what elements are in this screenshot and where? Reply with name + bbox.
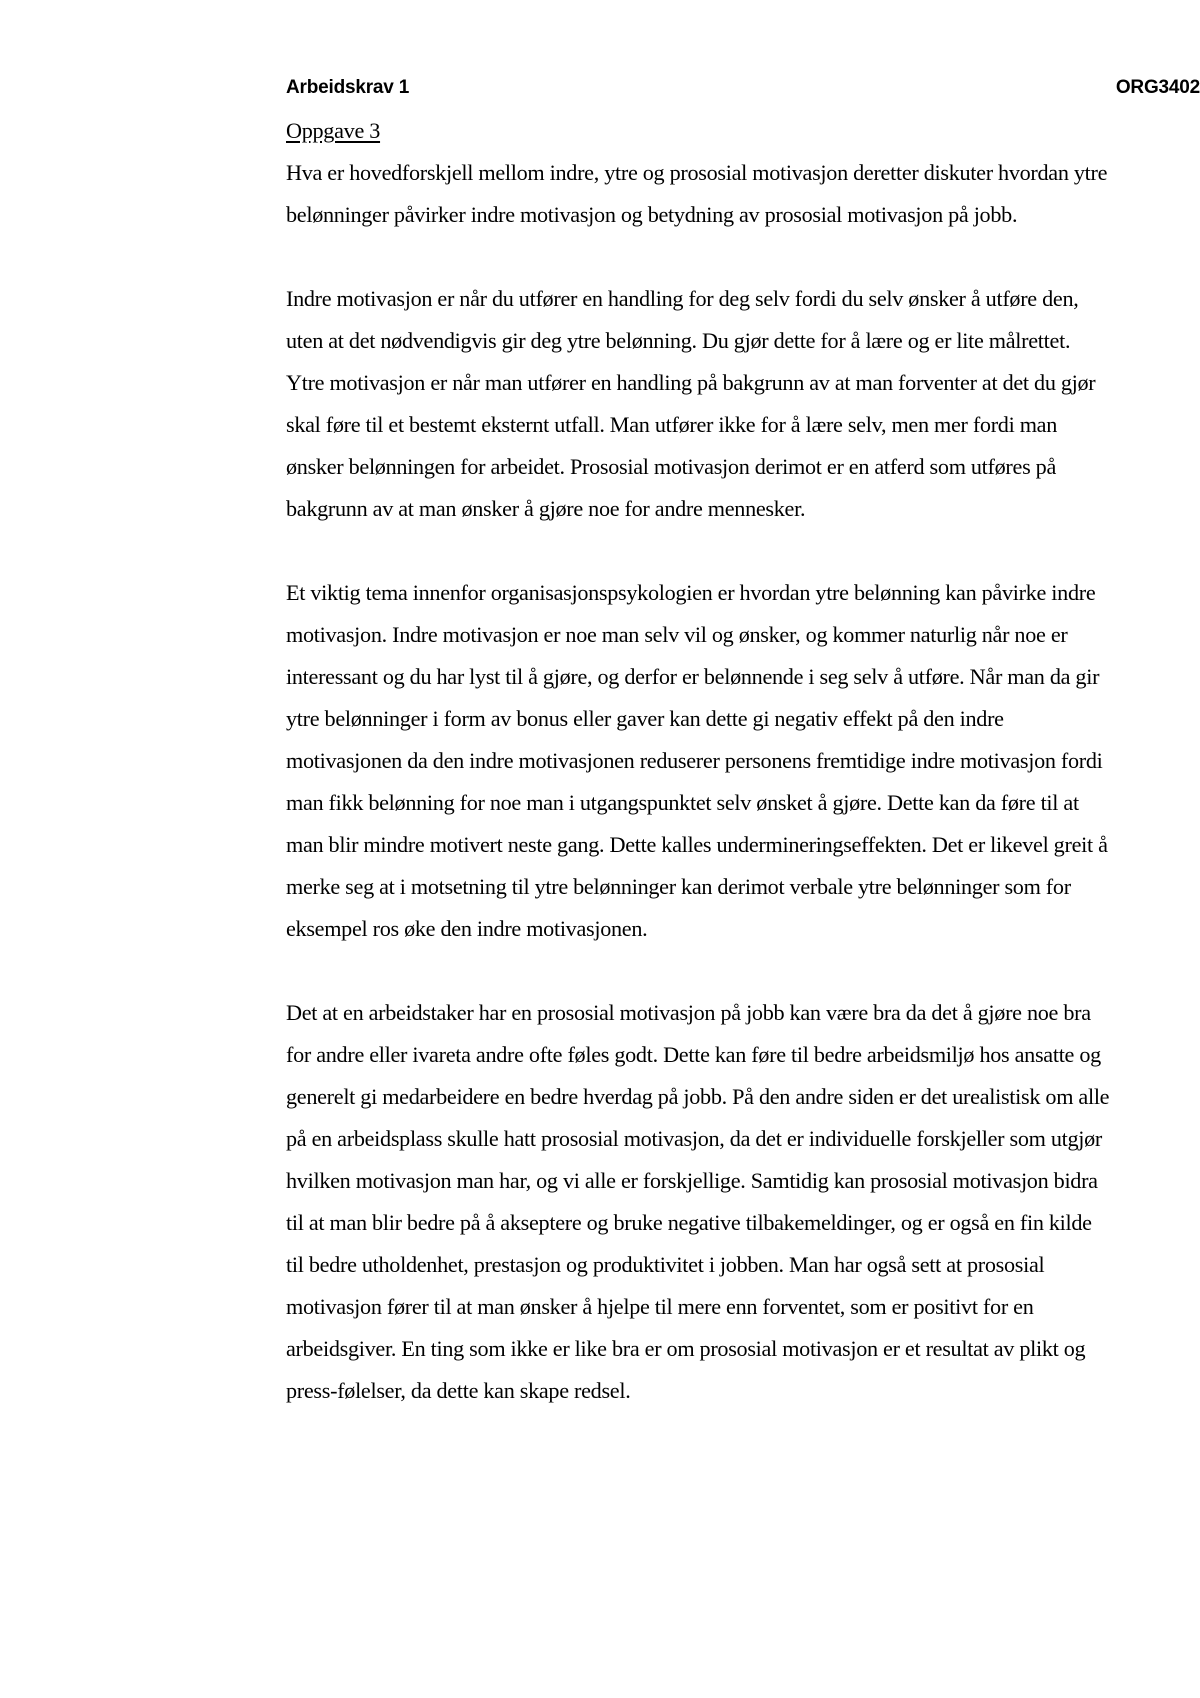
page-header [286, 73, 1200, 103]
paragraph-external-rewards: Et viktig tema innenfor organisasjonspsykologien er hvordan ytre belønning kan påvirke indre motivasjon. Indre motivasjon er noe man selv vil og ønsker, og kommer naturlig når noe er interessant og du har lyst til å gjøre, og derfor er belønnende i seg selv å utføre. Når man da gir ytre belønninger i form av bonus eller gaver kan dette gi negativ effekt på den indre motivasjonen da den indre motivasjonen reduserer personens fremtidige indre motivasjon fordi man fikk belønning for noe man i utgangspunktet selv ønsket å gjøre. Dette kan da føre til at man blir mindre motivert neste gang. Dette kalles undermineringseffekten. Det er likevel greit å merke seg at i motsetning til ytre belønninger kan derimot verbale ytre belønninger som for eksempel ros øke den indre motivasjonen. [286, 580, 1108, 941]
task-label: Oppgave 3 [286, 118, 381, 143]
paragraph-motivation-types: Indre motivasjon er når du utfører en handling for deg selv fordi du selv ønsker å utføre den, uten at det nødvendigvis gir deg ytre belønning. Du gjør dette for å lære og er lite målrettet. Ytre motivasjon er når man utfører en handling på bakgrunn av at man forventer at det du gjør skal føre til et bestemt eksternt utfall. Man utfører ikke for å lære selv, men mer fordi man ønsker belønningen for arbeidet. Prososial motivasjon derimot er en atferd som utføres på bakgrunn av at man ønsker å gjøre noe for andre mennesker. [286, 286, 1096, 521]
task-question: Hva er hovedforskjell mellom indre, ytre og prososial motivasjon deretter diskuter hvordan ytre belønninger påvirker indre motivasjon og betydning av prososial motivasjon på jobb. [286, 160, 1108, 227]
paragraph-prosocial-motivation: Det at en arbeidstaker har en prososial motivasjon på jobb kan være bra da det å gjøre noe bra for andre eller ivareta andre ofte føles godt. Dette kan føre til bedre arbeidsmiljø hos ansatte og generelt gi medarbeidere en bedre hverdag på jobb. På den andre siden er det urealistisk om alle på en arbeidsplass skulle hatt prososial motivasjon, da det er individuelle forskjeller som utgjør hvilken motivasjon man har, og vi alle er forskjellige. Samtidig kan prososial motivasjon bidra til at man blir bedre på å akseptere og bruke negative tilbakemeldinger, og er også en fin kilde til bedre utholdenhet, prestasjon og produktivitet i jobben. Man har også sett at prososial motivasjon fører til at man ønsker å hjelpe til mere enn forventet, som er positivt for en arbeidsgiver. En ting som ikke er like bra er om prososial motivasjon er et resultat av plikt og press-følelser, da dette kan skape redsel. [286, 1000, 1110, 1403]
document-title: Arbeidskrav 1 [286, 77, 410, 98]
document-body [286, 110, 1112, 1412]
course-code: ORG3402 [1115, 77, 1200, 98]
